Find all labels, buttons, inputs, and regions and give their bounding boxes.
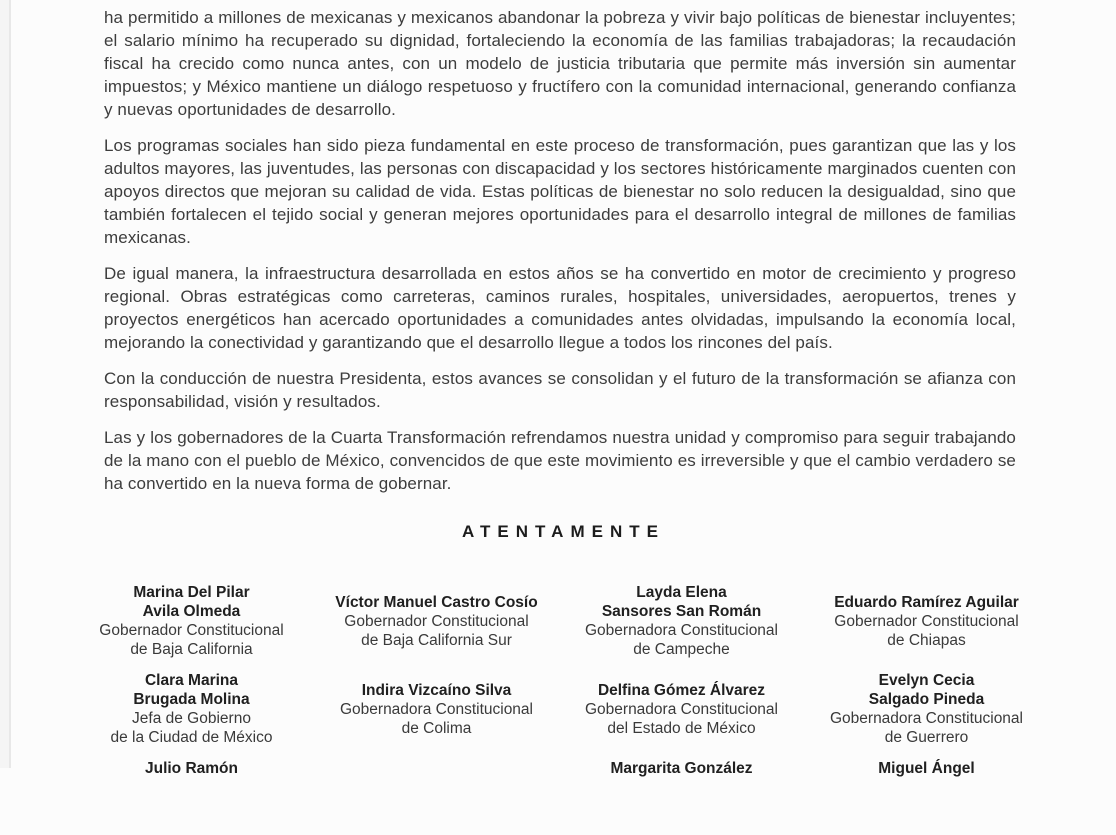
signatory-title-line: de Campeche	[633, 641, 730, 658]
signature-row	[69, 583, 1049, 659]
signatory-title-line: de Chiapas	[887, 631, 966, 649]
body-paragraph: De igual manera, la infraestructura desarrollada en estos años se ha convertido en motor de crecimiento y progreso regional. Obras estratégicas como carreteras, caminos rurales, hospitales, universidades, aeropuertos, trenes y proyectos energéticos han acercado oportunidades a comunidades antes olvidadas, impulsando la economía local, mejorando la conectividad y garantizando que el desarrollo llegue a todos los rincones del país.	[104, 264, 1016, 352]
signatory-name-line: Delfina Gómez Álvarez	[597, 681, 766, 699]
signature-cell	[314, 593, 559, 650]
signatory-name-line: Clara Marina	[144, 672, 239, 689]
signature-row	[69, 671, 1049, 747]
signature-cell	[69, 583, 314, 659]
letter-body	[104, 6, 1016, 508]
signatory-name-line: Brugada Molina	[133, 691, 250, 708]
signatory-title-line: Gobernadora Constitucional	[584, 622, 778, 639]
signatory-title-line: de la Ciudad de México	[110, 729, 273, 746]
signatory-name-line: Indira Vizcaíno Silva	[361, 681, 512, 699]
signatory-name-line: Salgado Pineda	[868, 691, 985, 708]
signatory-name-line: Layda Elena	[636, 584, 727, 601]
signature-cell	[559, 681, 804, 738]
signatory-name-line: Miguel Ángel	[878, 760, 975, 777]
signatory-title-line: Gobernadora Constitucional	[584, 700, 778, 718]
body-paragraph: Con la conducción de nuestra Presidenta, estos avances se consolidan y el futuro de la transformación se afianza con responsabilidad, visión y resultados.	[104, 369, 1016, 411]
signatory-name-line: Avila Olmeda	[142, 603, 241, 620]
signatory-title-line: del Estado de México	[607, 719, 756, 737]
signature-cell	[69, 671, 314, 747]
signature-cell	[804, 759, 1049, 778]
signatory-title-line: Gobernador Constitucional	[834, 612, 1019, 630]
signatory-title-line: Gobernador Constitucional	[344, 612, 529, 630]
signatory-title-line: de Colima	[401, 719, 472, 737]
body-paragraph: Las y los gobernadores de la Cuarta Transformación refrendamos nuestra unidad y compromiso para seguir trabajando de la mano con el pueblo de México, convencidos de que este movimiento es irreversible y que el cambio verdadero se ha convertido en la nueva forma de gobernar.	[104, 428, 1016, 493]
signatory-name-line: Eduardo Ramírez Aguilar	[834, 593, 1019, 611]
signature-cell	[804, 671, 1049, 747]
signatory-title-line: Gobernadora Constitucional	[339, 700, 533, 718]
signatory-title-line: de Baja California	[130, 641, 253, 658]
body-paragraph: ha permitido a millones de mexicanas y mexicanos abandonar la pobreza y vivir bajo políticas de bienestar incluyentes; el salario mínimo ha recuperado su dignidad, fortaleciendo la economía de las familias trabajadoras; la recaudación fiscal ha crecido como nunca antes, con un modelo de justicia tributaria que permite más inversión sin aumentar impuestos; y México mantiene un diálogo respetuoso y fructífero con la comunidad internacional, generando confianza y nuevas oportunidades de desarrollo.	[104, 8, 1016, 119]
signature-cell	[804, 593, 1049, 650]
page-edge-shadow	[0, 0, 9, 768]
signatory-name-line: Margarita González	[610, 760, 753, 777]
page-edge-line	[9, 0, 11, 768]
signatory-name-line: Sansores San Román	[601, 603, 762, 620]
signatory-title-line: Gobernadora Constitucional	[829, 710, 1023, 727]
signatory-name-line: Víctor Manuel Castro Cosío	[335, 593, 538, 611]
signature-cell	[559, 583, 804, 659]
body-paragraph: Los programas sociales han sido pieza fundamental en este proceso de transformación, pues garantizan que las y los adultos mayores, las juventudes, las personas con discapacidad y los sectores históricamente marginados cuenten con apoyos directos que mejoran su calidad de vida. Estas políticas de bienestar no solo reducen la desigualdad, sino que también fortalecen el tejido social y generan mejores oportunidades para el desarrollo integral de millones de familias mexicanas.	[104, 136, 1016, 247]
closing-heading: ATENTAMENTE	[462, 522, 665, 541]
signature-cell	[559, 759, 804, 778]
signatory-name-line: Evelyn Cecia	[878, 672, 975, 689]
signatory-name-line: Julio Ramón	[144, 760, 238, 777]
signature-cell	[69, 759, 314, 778]
signature-cell	[314, 681, 559, 738]
signatory-title-line: Gobernador Constitucional	[99, 622, 284, 639]
signatory-title-line: de Baja California Sur	[361, 631, 512, 649]
signatory-name-line: Marina Del Pilar	[133, 584, 250, 601]
signatory-title-line: de Guerrero	[884, 729, 969, 746]
signatory-title-line: Jefa de Gobierno	[132, 710, 251, 727]
signature-row	[69, 759, 1049, 835]
signature-grid	[69, 583, 1049, 835]
